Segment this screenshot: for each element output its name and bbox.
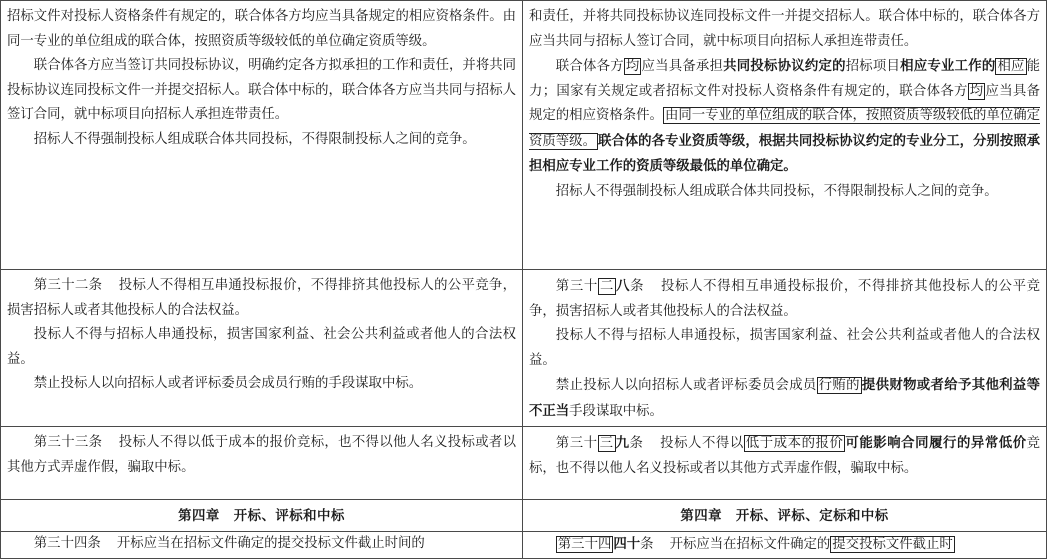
article-number: 第三十四条 [33,535,101,551]
highlight-box: 二 [600,279,615,294]
highlight-box: 提交投标文件截止时 [832,536,953,552]
old-paragraph: 招标文件对投标人资格条件有规定的，联合体各方均应当具备规定的相应资格条件。由同一专业的单位组成的联合体，按照资质等级较低的单位确定资质等级。 [7,9,516,49]
old-paragraph: 投标人不得与招标人串通投标，损害国家利益、社会公共利益或者他人的合法权益。 [7,327,516,367]
text-run: 投标人不得以 [659,436,744,451]
old-paragraph [7,431,516,480]
highlight-box: 低于成本的报价 [745,436,844,451]
added-text: 相应专业工作的 [900,58,996,74]
table-row [1,270,1047,427]
old-paragraph [7,274,516,323]
text-run: 应当具备承担 [641,59,724,74]
old-paragraph: 禁止投标人以向招标人或者评标委员会成员行贿的手段谋取中标。 [33,376,423,391]
article-number: 第三十 [555,436,598,451]
added-text: 九 [615,435,630,451]
highlight-box: 均 [969,83,984,99]
new-text-cell [523,531,1047,558]
old-paragraph [7,533,516,555]
new-text-cell [523,270,1047,427]
new-paragraph: 招标人不得强制投标人组成联合体共同投标，不得限制投标人之间的竞争。 [555,183,998,199]
added-text: 可能影响合同履行的异常低价 [845,435,1027,451]
table-row [1,531,1047,558]
text-run: 禁止投标人以向招标人或者评标委员会成员 [555,378,817,393]
new-paragraph [529,54,1040,180]
text-run: 竞标，也不得以他人名义投标或者以其他方式弄虚作假，骗取中标。 [529,436,1041,476]
text-run: 开标应当在招标文件确定的提交投标文件截止时间的 [116,535,425,551]
added-text: 共同投标协议约定的 [723,58,846,74]
article-number: 条 [630,279,645,294]
old-paragraph: 招标人不得强制投标人组成联合体共同投标，不得限制投标人之间的竞争。 [33,131,476,147]
old-paragraph: 联合体各方应当签订共同投标协议，明确约定各方拟承担的工作和责任，并将共同投标协议连同投标文件一并提交招标人。联合体中标的，联合体各方应当共同与招标人签订合同，就中标项目向招标人承担连带责任。 [7,58,516,122]
new-paragraph: 投标人不得与招标人串通投标，损害国家利益、社会公共利益或者他人的合法权益。 [529,328,1040,368]
new-paragraph [529,431,1040,481]
text-run: 联合体各方 [555,59,624,74]
old-text-cell [1,1,523,270]
text-run: 投标人不得相互串通投标报价，不得排挤其他投标人的公平竞争，损害招标人或者其他投标人的合法权益。 [529,279,1041,319]
highlight-box: 均 [625,59,640,74]
added-text: 联合体的各专业资质等级，根据共同投标协议约定的专业分工，分别按照承担相应专业工作的资质等级最低的单位确定。 [529,132,1041,174]
added-text: 八 [616,278,631,294]
chapter-heading-new: 第四章 开标、评标、定标和中标 [523,500,1047,532]
text-run: 开标应当在招标文件确定的 [669,536,831,552]
text-run: 应当具备规定的相应资格条件。 [529,83,1041,123]
article-number: 第三十 [555,279,598,294]
article-number: 条 [640,536,654,552]
added-text: 提供财物或者给予其他利益等不正当 [529,377,1041,419]
new-paragraph [529,274,1040,324]
highlight-box: 由同一专业的单位组成的联合体，按照资质等级较低的单位确定资质等级。 [529,108,1041,149]
table-row [1,500,1047,532]
article-number: 第三十三条 [33,435,103,450]
old-text-cell [1,427,523,500]
added-text: 四十 [613,535,641,552]
chapter-heading-old: 第四章 开标、评标和中标 [1,500,523,532]
new-paragraph: 和责任，并将共同投标协议连同投标文件一并提交招标人。联合体中标的，联合体各方应当共同与招标人签订合同，就中标项目向招标人承担连带责任。 [529,9,1040,49]
highlight-box: 相应 [997,59,1025,74]
new-paragraph [529,373,1040,424]
text-run: 招标项目 [845,59,901,74]
text-run: 投标人不得相互串通投标报价，不得排挤其他投标人的公平竞争，损害招标人或者其他投标人的合法权益。 [7,278,517,318]
highlight-box: 三 [599,436,614,451]
article-number: 条 [629,436,644,451]
table-row [1,427,1047,500]
new-paragraph [529,533,1040,556]
old-text-cell [1,270,523,427]
text-run: 投标人不得以低于成本的报价竞标，也不得以他人名义投标或者以其他方式弄虚作假，骗取中标。 [7,435,517,475]
new-text-cell [523,1,1047,270]
table-row [1,1,1047,270]
old-text-cell [1,531,523,558]
highlight-box: 第三十四 [557,536,612,552]
highlight-box: 行贿的 [818,378,860,393]
new-text-cell [523,427,1047,500]
text-run: 能力；国家有关规定或者招标文件对投标人资格条件有规定的，联合体各方 [529,59,1041,99]
text-run: 手段谋取中标。 [569,403,663,419]
article-number: 第三十二条 [33,278,103,293]
